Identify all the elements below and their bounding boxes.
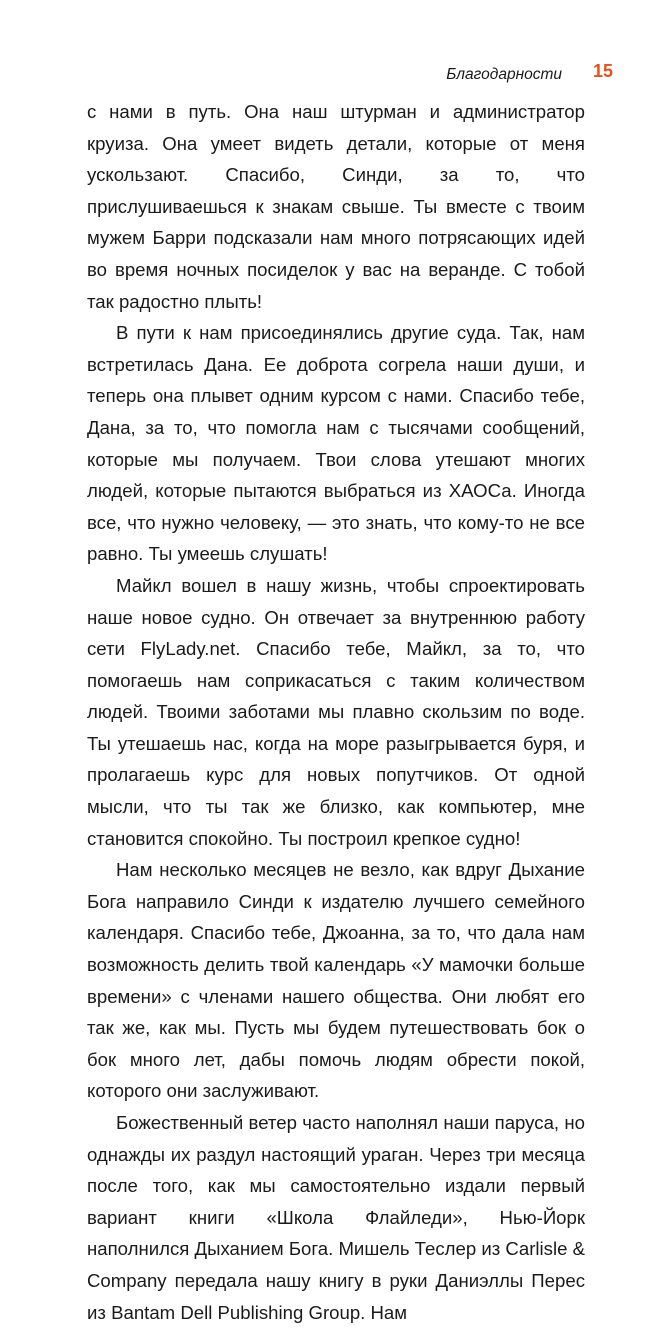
running-head: [0, 60, 672, 90]
page-number: 15: [593, 61, 614, 81]
paragraph-2: В пути к нам присоединялись другие суда. Так, нам встретилась Дана. Ее доброта согрела наши души, и теперь она плывет одним курсом с нами. Спасибо тебе, Дана, за то, что помогла нам с тысячами сообщений, которые мы получаем. Твои слова утешают многих людей, которые пытаются выбраться из ХАОСа. Иногда все, что нужно человеку, — это знать, что кому-то не все равно. Ты умеешь слушать!: [87, 322, 585, 565]
paragraph-1: с нами в путь. Она наш штурман и администратор круиза. Она умеет видеть детали, которые от меня ускользают. Спасибо, Синди, за то, что прислушиваешься к знакам свыше. Ты вместе с твоим мужем Барри подсказали нам много потрясающих идей во время ночных посиделок у вас на веранде. С тобой так радостно плыть!: [87, 101, 585, 312]
body-text: [87, 96, 585, 1328]
paragraph-3: Майкл вошел в нашу жизнь, чтобы спроектировать наше новое судно. Он отвечает за внутреннюю работу сети FlyLady.net. Спасибо тебе, Майкл, за то, что помогаешь нам соприкасаться с таким количеством людей. Твоими заботами мы плавно скользим по воде. Ты утешаешь нас, когда на море разыгрывается буря, и пролагаешь курс для новых попутчиков. От одной мысли, что ты так же близко, как компьютер, мне становится спокойно. Ты построил крепкое судно!: [87, 574, 585, 849]
paragraph-4: Нам несколько месяцев не везло, как вдруг Дыхание Бога направило Синди к издателю лучшего семейного календаря. Спасибо тебе, Джоанна, за то, что дала нам возможность делить твой календарь «У мамочки больше времени» с членами нашего общества. Они любят его так же, как мы. Пусть мы будем путешествовать бок о бок много лет, дабы помочь людям обрести покой, которого они заслуживают.: [87, 859, 585, 1102]
section-title: Благодарности: [446, 66, 562, 83]
paragraph-5: Божественный ветер часто наполнял наши паруса, но однажды их раздул настоящий ураган. Через три месяца после того, как мы самостоятельно издали первый вариант книги «Школа Флайледи», Нью-Йорк наполнился Дыханием Бога. Мишель Теслер из Carlisle & Company передала нашу книгу в руки Даниэллы Перес из Bantam Dell Publishing Group. Нам: [87, 1112, 585, 1323]
